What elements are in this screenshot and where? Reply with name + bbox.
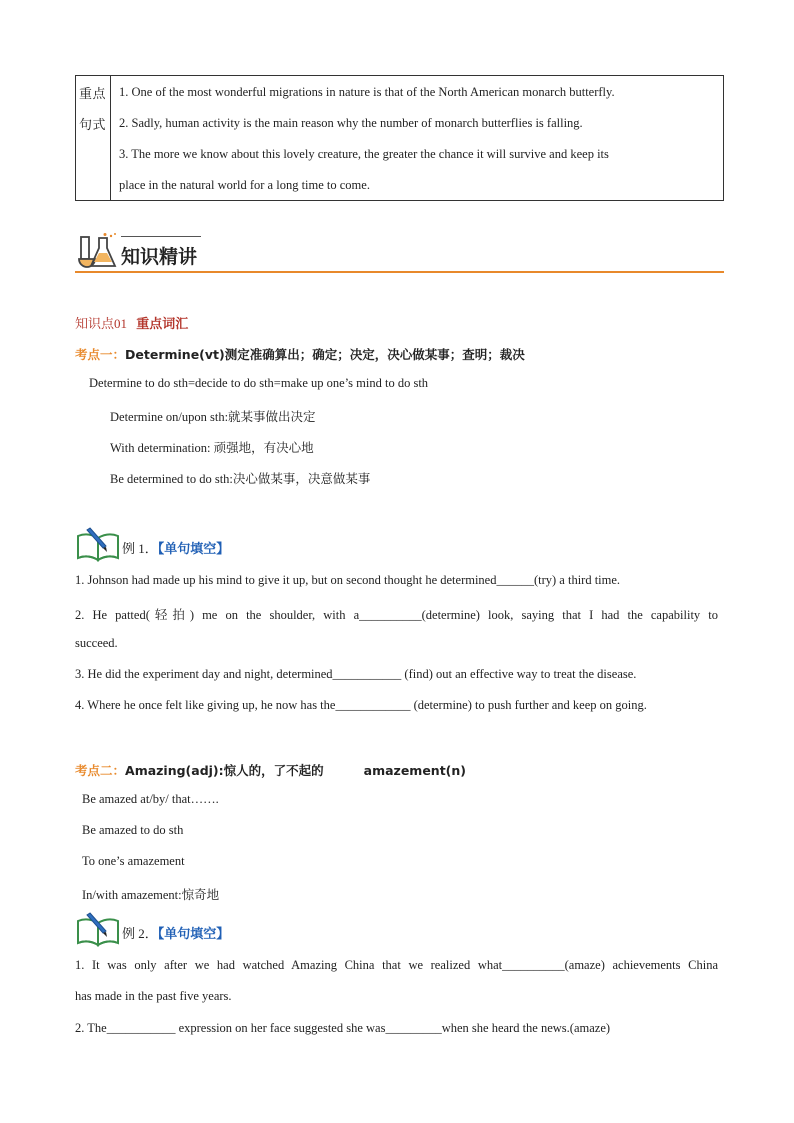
knowledge-point-prefix: 知识点01 xyxy=(75,316,128,331)
knowledge-point-title: 重点词汇 xyxy=(136,317,189,332)
point-title: Determine(vt)测定准确算出；确定；决定，决心做某事；查明；裁决 xyxy=(125,347,525,362)
example-heading xyxy=(122,538,229,557)
example-heading xyxy=(122,923,229,942)
table-row: 1. One of the most wonderful migrations in nature is that of the North American monarch butterfly. xyxy=(119,85,615,99)
example-tag: 【单句填空】 xyxy=(157,542,230,557)
key-sentences-table xyxy=(75,75,724,201)
example-tag: 【单句填空】 xyxy=(157,927,230,942)
table-row: 2. Sadly, human activity is the main reason why the number of monarch butterflies is falling. xyxy=(119,116,583,130)
table-row: place in the natural world for a long time to come. xyxy=(119,178,370,192)
exercise-line: 3. He did the experiment day and night, determined___________ (find) out an effective way to treat the disease. xyxy=(75,667,637,681)
note-line: Be amazed at/by/ that……. xyxy=(82,792,219,806)
note-line: Be amazed to do sth xyxy=(82,823,184,837)
point-title: Amazing(adj):惊人的，了不起的 xyxy=(125,763,324,778)
point-heading xyxy=(75,761,466,779)
section-top-line xyxy=(121,236,201,237)
lab-flask-icon xyxy=(75,232,119,272)
book-pen-icon xyxy=(76,524,122,562)
exercise-line: succeed. xyxy=(75,636,118,650)
exercise-line: 2. The___________ expression on her face suggested she was_________when she heard the news.(amaze) xyxy=(75,1021,611,1035)
note-line: Determine on/upon sth:就某事做出决定 xyxy=(110,410,316,424)
table-label-line2: 句式 xyxy=(79,117,107,132)
knowledge-point-heading xyxy=(75,313,188,332)
section-divider xyxy=(75,271,724,273)
note-line: In/with amazement:惊奇地 xyxy=(82,888,220,902)
point-label: 考点二： xyxy=(75,763,126,778)
exercise-line: 1. Johnson had made up his mind to give it up, but on second thought he determined______(try) a third time. xyxy=(75,573,621,587)
table-label-line1: 重点 xyxy=(79,86,107,101)
exercise-line: 1. It was only after we had watched Amazing China that we realized what__________(amaze) achievements China xyxy=(75,958,718,972)
exercise-line: 2. He patted(轻拍) me on the shoulder, with a__________(determine) look, saying that I had the capability to xyxy=(75,608,718,622)
point-label: 考点一： xyxy=(75,347,126,362)
table-label-cell xyxy=(76,76,111,200)
example-label: 例 1． xyxy=(122,541,158,556)
exercise-line: 4. Where he once felt like giving up, he now has the____________ (determine) to push further and keep on going. xyxy=(75,698,647,712)
note-line: Be determined to do sth:决心做某事，决意做某事 xyxy=(110,472,371,486)
section-title: 知识精讲 xyxy=(121,246,198,268)
table-row: 3. The more we know about this lovely creature, the greater the chance it will survive and keep its xyxy=(119,147,609,161)
note-line: To one’s amazement xyxy=(82,854,185,868)
note-line: Determine to do sth=decide to do sth=make up one’s mind to do sth xyxy=(89,376,429,390)
book-pen-icon xyxy=(76,909,122,947)
note-line: With determination: 顽强地，有决心地 xyxy=(110,441,314,455)
point-heading xyxy=(75,345,525,363)
exercise-line: has made in the past five years. xyxy=(75,989,232,1003)
example-label: 例 2． xyxy=(122,926,158,941)
point-title-extra: amazement(n) xyxy=(363,763,467,778)
